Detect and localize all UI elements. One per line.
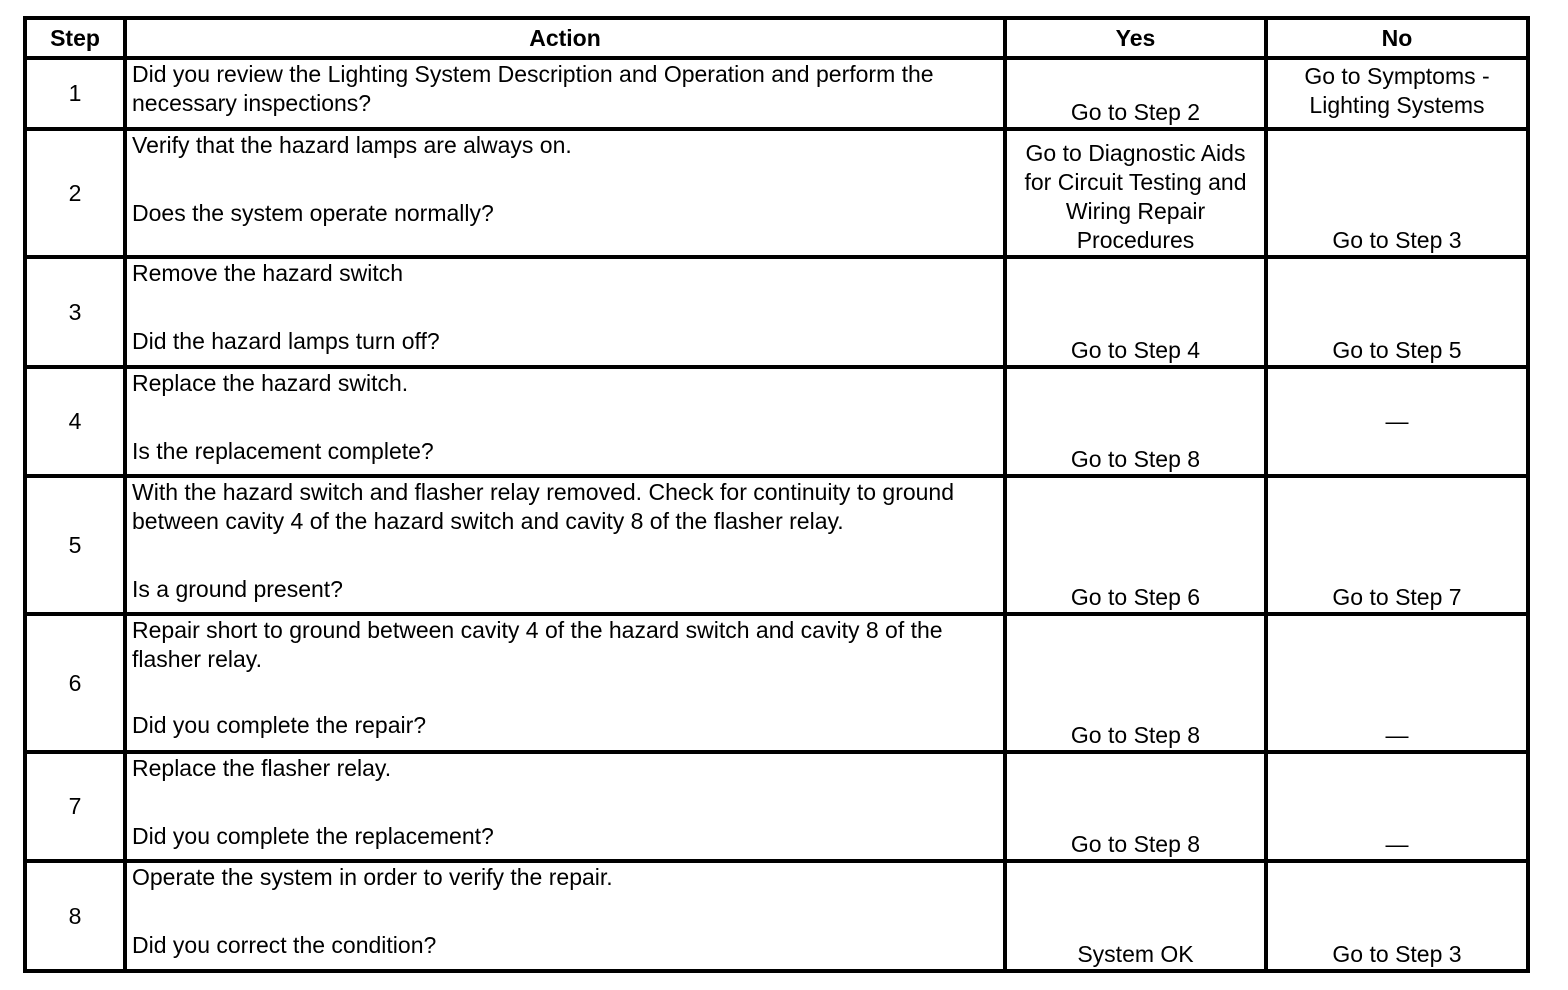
action-question: Does the system operate normally? xyxy=(132,200,494,226)
action-question: Is the replacement complete? xyxy=(132,438,434,464)
yes-result: Go to Step 4 xyxy=(1005,257,1266,367)
table-row xyxy=(25,614,1528,752)
step-number: 6 xyxy=(25,614,125,752)
step-number: 5 xyxy=(25,476,125,614)
no-result: Go to Symptoms - Lighting Systems xyxy=(1266,58,1528,129)
table-row xyxy=(25,752,1528,861)
yes-result: Go to Step 8 xyxy=(1005,367,1266,476)
step-number: 4 xyxy=(25,367,125,476)
yes-result: Go to Step 6 xyxy=(1005,476,1266,614)
action-question: Did you complete the replacement? xyxy=(132,823,494,849)
action-question: Is a ground present? xyxy=(132,576,343,602)
header-no: No xyxy=(1266,18,1528,58)
diagnostic-table xyxy=(23,16,1530,973)
action-cell xyxy=(125,861,1005,971)
header-row xyxy=(25,18,1528,58)
action-cell xyxy=(125,367,1005,476)
action-cell xyxy=(125,58,1005,129)
step-number: 7 xyxy=(25,752,125,861)
action-cell xyxy=(125,752,1005,861)
action-instruction: With the hazard switch and flasher relay removed. Check for continuity to ground between cavity 4 of the hazard switch and cavity 8 of the flasher relay. xyxy=(132,479,955,534)
action-question: Did you complete the repair? xyxy=(132,712,427,738)
no-result: — xyxy=(1266,367,1528,476)
yes-result: Go to Step 8 xyxy=(1005,614,1266,752)
table-row xyxy=(25,58,1528,129)
action-cell xyxy=(125,129,1005,257)
yes-result: Go to Diagnostic Aids for Circuit Testing and Wiring Repair Procedures xyxy=(1005,129,1266,257)
no-result: — xyxy=(1266,752,1528,861)
action-instruction: Operate the system in order to verify the repair. xyxy=(132,864,613,890)
no-result: Go to Step 3 xyxy=(1266,861,1528,971)
table-row xyxy=(25,367,1528,476)
header-step: Step xyxy=(25,18,125,58)
action-instruction: Repair short to ground between cavity 4 of the hazard switch and cavity 8 of the flasher relay. xyxy=(132,617,943,672)
yes-result: Go to Step 2 xyxy=(1005,58,1266,129)
action-instruction: Did you review the Lighting System Description and Operation and perform the necessary inspections? xyxy=(132,61,934,116)
header-yes: Yes xyxy=(1005,18,1266,58)
table-row xyxy=(25,861,1528,971)
step-number: 2 xyxy=(25,129,125,257)
table-row xyxy=(25,257,1528,367)
step-number: 3 xyxy=(25,257,125,367)
action-cell xyxy=(125,614,1005,752)
yes-result: System OK xyxy=(1005,861,1266,971)
no-result: Go to Step 5 xyxy=(1266,257,1528,367)
action-question: Did the hazard lamps turn off? xyxy=(132,328,440,354)
action-question: Did you correct the condition? xyxy=(132,932,437,958)
action-instruction: Replace the hazard switch. xyxy=(132,370,409,396)
step-number: 8 xyxy=(25,861,125,971)
yes-result: Go to Step 8 xyxy=(1005,752,1266,861)
no-result: Go to Step 3 xyxy=(1266,129,1528,257)
action-cell xyxy=(125,476,1005,614)
action-instruction: Replace the flasher relay. xyxy=(132,755,392,781)
action-cell xyxy=(125,257,1005,367)
no-result: Go to Step 7 xyxy=(1266,476,1528,614)
action-instruction: Remove the hazard switch xyxy=(132,260,404,286)
table-row xyxy=(25,129,1528,257)
action-instruction: Verify that the hazard lamps are always on. xyxy=(132,132,572,158)
no-result: — xyxy=(1266,614,1528,752)
header-action: Action xyxy=(125,18,1005,58)
step-number: 1 xyxy=(25,58,125,129)
table-row xyxy=(25,476,1528,614)
